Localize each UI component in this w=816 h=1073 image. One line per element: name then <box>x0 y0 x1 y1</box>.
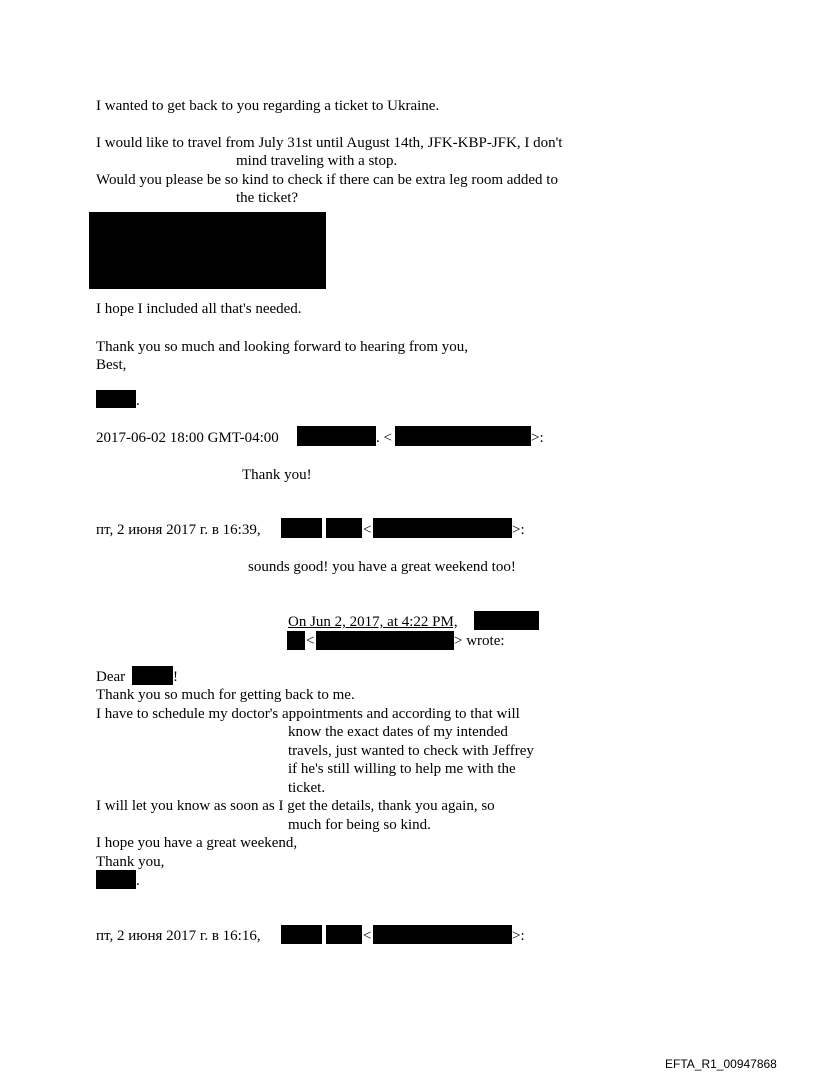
quote4-header-time: пт, 2 июня 2017 г. в 16:16, <box>96 928 261 944</box>
letter-line-2: I have to schedule my doctor's appointments and according to that will <box>96 706 520 722</box>
letter-line-3: know the exact dates of my intended <box>288 724 508 740</box>
letter-line-1: Thank you so much for getting back to me. <box>96 687 355 703</box>
quote3-header-part1: On Jun 2, 2017, at 4:22 PM, <box>288 614 458 630</box>
redaction-quote2-first <box>281 518 322 538</box>
legroom-line-1: Would you please be so kind to check if there can be extra leg room added to <box>96 172 558 188</box>
letter-dear-end: ! <box>173 669 178 685</box>
redaction-signature-2 <box>96 870 136 889</box>
signature-dot-1: . <box>136 393 140 409</box>
redaction-quote1-email <box>395 426 531 446</box>
quote1-header-mid: . < <box>376 430 392 446</box>
letter-line-7: I will let you know as soon as I get the details, thank you again, so <box>96 798 495 814</box>
redaction-quote3-name <box>474 611 539 630</box>
quote3-header-end: > wrote: <box>454 633 505 649</box>
quote2-header-end: >: <box>512 522 525 538</box>
letter-line-8: much for being so kind. <box>288 817 431 833</box>
redaction-block-large <box>89 212 326 289</box>
letter-dear: Dear <box>96 669 126 685</box>
quote2-body: sounds good! you have a great weekend too! <box>248 559 516 575</box>
redaction-quote2-email <box>373 518 512 538</box>
redaction-signature-1 <box>96 390 136 408</box>
redaction-quote3-surname <box>287 631 305 650</box>
letter-line-10: Thank you, <box>96 854 165 870</box>
redaction-quote2-last <box>326 518 362 538</box>
included-line: I hope I included all that's needed. <box>96 301 302 317</box>
quote3-header-lt: < <box>306 633 315 649</box>
letter-line-5: if he's still willing to help me with the <box>288 761 516 777</box>
quote4-header-lt: < <box>363 928 372 944</box>
sign-best: Best, <box>96 357 127 373</box>
thanks-line: Thank you so much and looking forward to hearing from you, <box>96 339 469 355</box>
redaction-quote3-email <box>316 631 454 650</box>
travel-line-2: mind traveling with a stop. <box>236 153 398 169</box>
travel-line-1: I would like to travel from July 31st until August 14th, JFK-KBP-JFK, I don't <box>96 135 563 151</box>
letter-line-6: ticket. <box>288 780 326 796</box>
redaction-quote4-email <box>373 925 512 944</box>
quote1-body: Thank you! <box>242 467 312 483</box>
letter-line-4: travels, just wanted to check with Jeffrey <box>288 743 534 759</box>
quote2-header-time: пт, 2 июня 2017 г. в 16:39, <box>96 522 261 538</box>
redaction-quote4-first <box>281 925 322 944</box>
quote4-header-end: >: <box>512 928 525 944</box>
quote1-header-end: >: <box>531 430 544 446</box>
letter-line-9: I hope you have a great weekend, <box>96 835 298 851</box>
signature-dot-2: . <box>136 873 140 889</box>
quote2-header-lt: < <box>363 522 372 538</box>
document-id: EFTA_R1_00947868 <box>665 1057 777 1071</box>
redaction-quote1-name <box>297 426 376 446</box>
legroom-line-2: the ticket? <box>236 190 299 206</box>
redaction-letter-recipient <box>132 666 173 685</box>
redaction-quote4-last <box>326 925 362 944</box>
intro-line: I wanted to get back to you regarding a ticket to Ukraine. <box>96 98 440 114</box>
quote1-header-time: 2017-06-02 18:00 GMT-04:00 <box>96 430 279 446</box>
